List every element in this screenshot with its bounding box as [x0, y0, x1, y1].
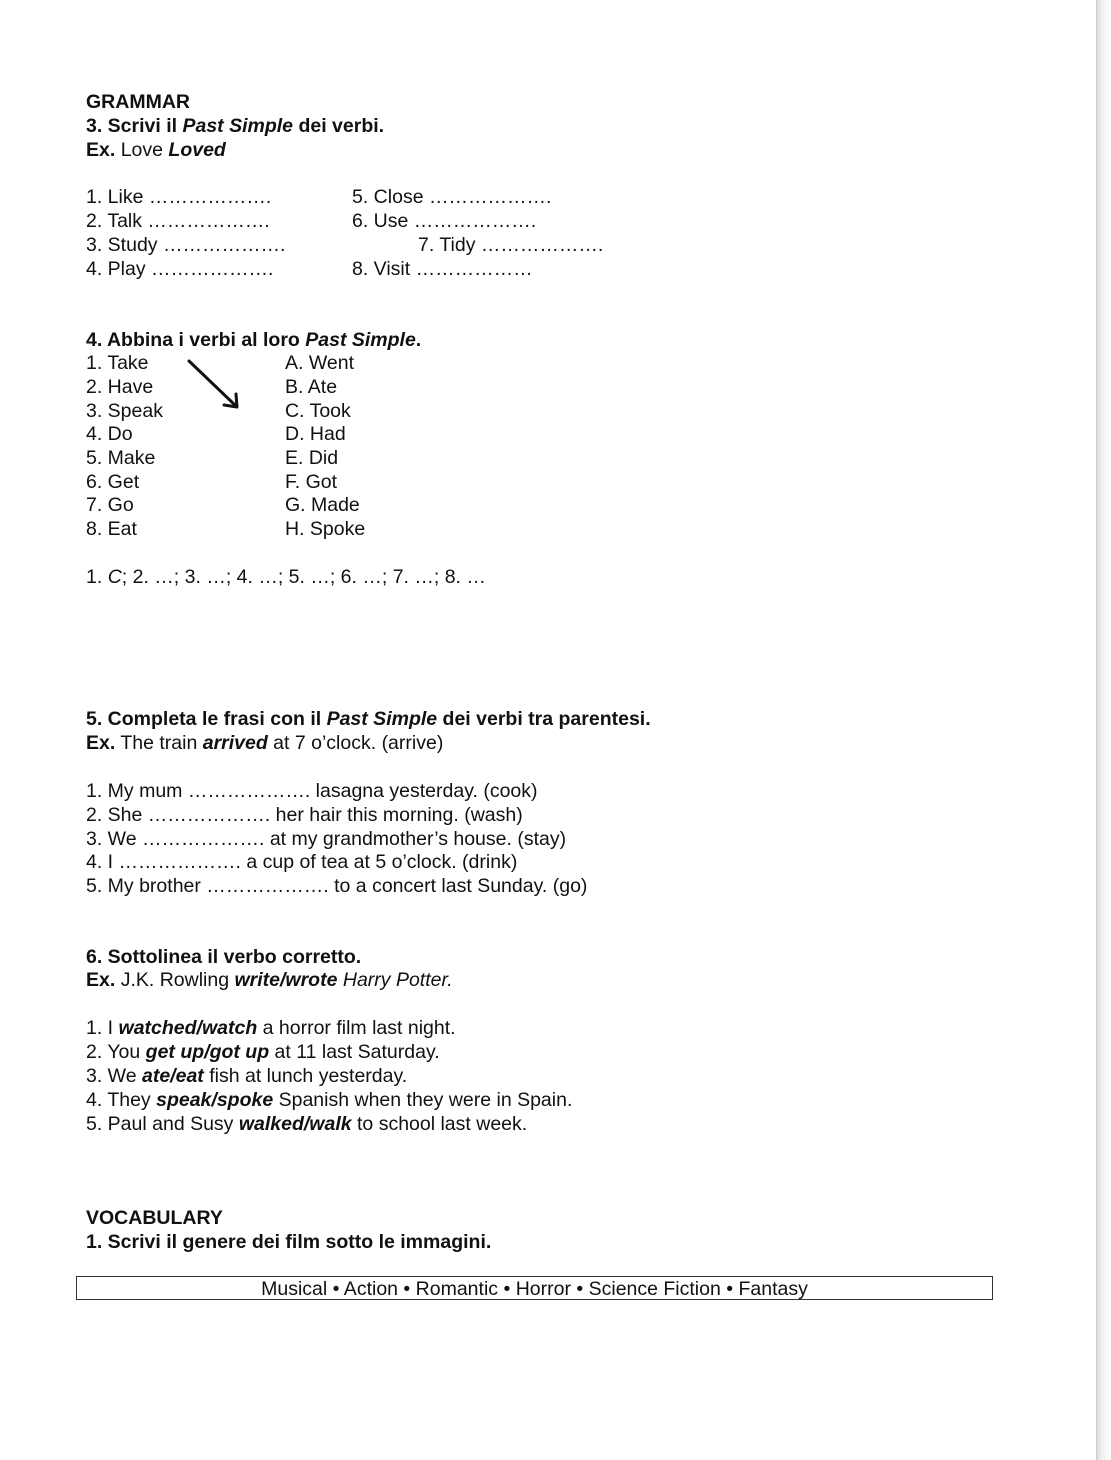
ex4-right-f: F. Got — [285, 471, 338, 493]
ex5-title: 5. Completa le frasi con il Past Simple dei verbi tra parentesi. — [86, 708, 651, 730]
arrow-icon — [186, 358, 246, 414]
ex5-item-1[interactable]: 1. My mum ………………. lasagna yesterday. (cook) — [86, 780, 538, 802]
ex6-item-2[interactable]: 2. You get up/got up at 11 last Saturday. — [86, 1041, 440, 1063]
ex3-item-8[interactable]: 8. Visit ……………… — [352, 258, 533, 280]
ex4-right-e: E. Did — [285, 447, 339, 469]
ex4-left-8: 8. Eat — [86, 518, 137, 540]
ex4-left-2: 2. Have — [86, 376, 154, 398]
ex4-title: 4. Abbina i verbi al loro Past Simple. — [86, 329, 422, 351]
ex3-example: Ex. Love Loved — [86, 139, 226, 161]
grammar-heading: GRAMMAR — [86, 91, 190, 113]
ex4-right-c: C. Took — [285, 400, 351, 422]
ex6-title: 6. Sottolinea il verbo corretto. — [86, 946, 362, 968]
ex4-right-h: H. Spoke — [285, 518, 366, 540]
vocabulary-heading: VOCABULARY — [86, 1207, 223, 1229]
ex5-item-2[interactable]: 2. She ………………. her hair this morning. (wash) — [86, 804, 523, 826]
ex3-item-2[interactable]: 2. Talk ………………. — [86, 210, 270, 232]
genre-list-box: Musical • Action • Romantic • Horror • Science Fiction • Fantasy — [76, 1276, 993, 1300]
ex4-answers[interactable]: 1. C; 2. …; 3. …; 4. …; 5. …; 6. …; 7. …; 8. … — [86, 566, 486, 588]
ex4-right-a: A. Went — [285, 352, 355, 374]
page-edge — [1096, 0, 1111, 1460]
ex3-title: 3. Scrivi il Past Simple dei verbi. — [86, 115, 385, 137]
ex4-left-3: 3. Speak — [86, 400, 163, 422]
ex3-item-4[interactable]: 4. Play ………………. — [86, 258, 274, 280]
ex6-item-4[interactable]: 4. They speak/spoke Spanish when they were in Spain. — [86, 1089, 573, 1111]
ex4-right-d: D. Had — [285, 423, 346, 445]
ex4-right-g: G. Made — [285, 494, 360, 516]
ex3-item-7[interactable]: 7. Tidy ………………. — [418, 234, 604, 256]
ex5-item-3[interactable]: 3. We ………………. at my grandmother’s house. (stay) — [86, 828, 567, 850]
ex6-item-1[interactable]: 1. I watched/watch a horror film last night. — [86, 1017, 456, 1039]
ex6-example: Ex. J.K. Rowling write/wrote Harry Potter. — [86, 969, 453, 991]
ex4-right-b: B. Ate — [285, 376, 338, 398]
ex3-item-6[interactable]: 6. Use ………………. — [352, 210, 537, 232]
ex5-item-4[interactable]: 4. I ………………. a cup of tea at 5 o’clock. (drink) — [86, 851, 518, 873]
ex4-left-5: 5. Make — [86, 447, 156, 469]
ex4-left-6: 6. Get — [86, 471, 140, 493]
ex5-example: Ex. The train arrived at 7 o’clock. (arrive) — [86, 732, 444, 754]
vocab-ex1-title: 1. Scrivi il genere dei film sotto le immagini. — [86, 1231, 492, 1253]
ex3-item-5[interactable]: 5. Close ………………. — [352, 186, 552, 208]
ex6-item-5[interactable]: 5. Paul and Susy walked/walk to school last week. — [86, 1113, 528, 1135]
ex5-item-5[interactable]: 5. My brother ………………. to a concert last Sunday. (go) — [86, 875, 588, 897]
ex3-item-3[interactable]: 3. Study ………………. — [86, 234, 286, 256]
ex3-item-1[interactable]: 1. Like ………………. — [86, 186, 272, 208]
ex6-item-3[interactable]: 3. We ate/eat fish at lunch yesterday. — [86, 1065, 408, 1087]
ex4-left-7: 7. Go — [86, 494, 134, 516]
ex4-left-1: 1. Take — [86, 352, 149, 374]
ex4-left-4: 4. Do — [86, 423, 133, 445]
